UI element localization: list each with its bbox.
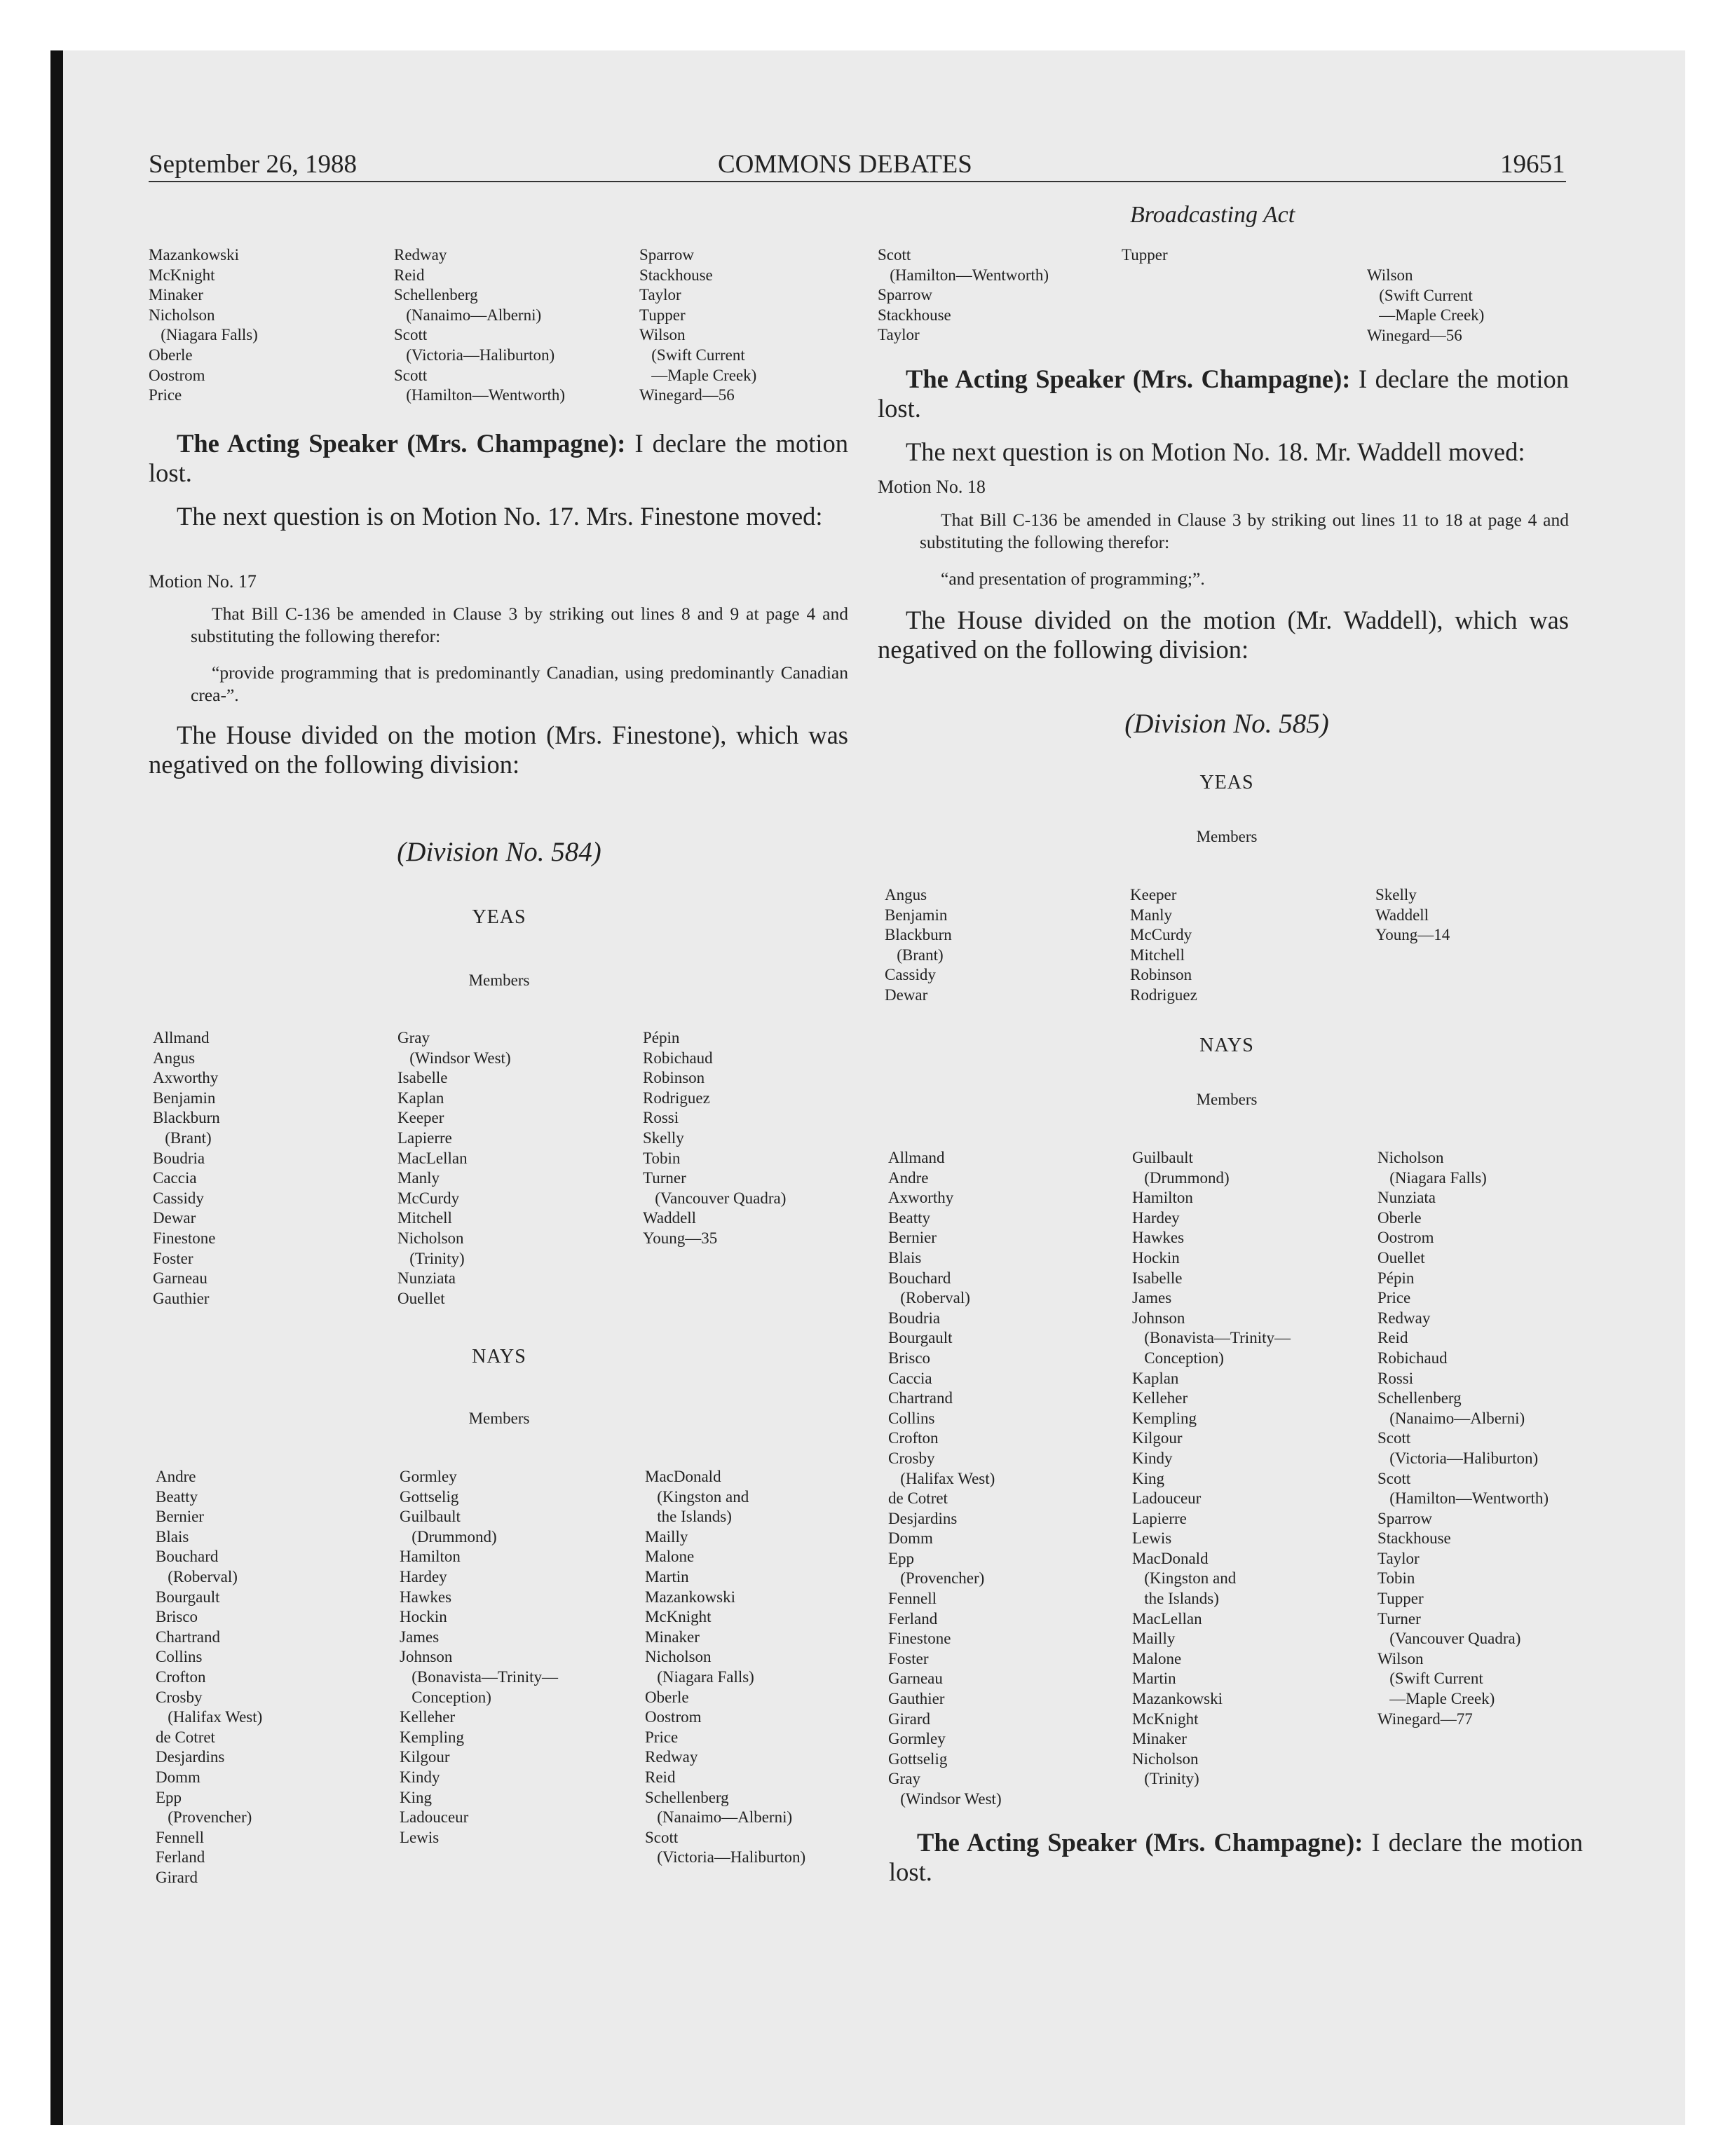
scanned-page	[50, 50, 1685, 2125]
left-carry-col-2: Redway Reid Schellenberg (Nanaimo—Alberni) Scott (Victoria—Haliburton) Scott (Hamilton—Wentworth)	[394, 246, 566, 404]
section-title: Broadcasting Act	[1130, 202, 1295, 228]
right-yeas-members-label: Members	[1196, 828, 1258, 845]
speaker-name: The Acting Speaker (Mrs. Champagne):	[906, 364, 1351, 393]
left-division-intro: The House divided on the motion (Mrs. Finestone), which was negatived on the following division:	[149, 721, 848, 779]
left-motion-quote: “provide programming that is predominantly Canadian, using predominantly Canadian crea-”.	[191, 662, 848, 705]
right-final-speaker-ruling	[889, 1828, 1583, 1887]
right-carry-col-1: Scott (Hamilton—Wentworth) Sparrow Stackhouse Taylor	[878, 246, 1049, 344]
left-nays-members-label: Members	[468, 1410, 530, 1427]
right-motion-label: Motion No. 18	[878, 477, 986, 497]
speaker-text: I declare the motion lost.	[889, 1828, 1583, 1886]
left-yeas-col-3: Pépin Robichaud Robinson Rodriguez Rossi Skelly Tobin Turner (Vancouver Quadra) Waddell Young—35	[643, 1029, 787, 1247]
right-division-number: (Division No. 585)	[1124, 709, 1329, 739]
right-yeas-col-2: Keeper Manly McCurdy Mitchell Robinson Rodriguez	[1130, 886, 1197, 1004]
left-carry-col-3: Sparrow Stackhouse Taylor Tupper Wilson (Swift Current —Maple Creek) Winegard—56	[639, 246, 757, 404]
right-motion-quote: “and presentation of programming;”.	[941, 568, 1205, 589]
left-division-number: (Division No. 584)	[397, 837, 601, 867]
left-speaker-ruling	[149, 429, 848, 488]
right-next-question: The next question is on Motion No. 18. Mr. Waddell moved:	[906, 437, 1525, 466]
left-nays-heading: NAYS	[472, 1346, 526, 1367]
left-nays-col-1: Andre Beatty Bernier Blais Bouchard (Roberval) Bourgault Brisco Chartrand Collins Crofton Crosby (Halifax West) de Cotret Desjardins Domm Epp (Provencher) Fennell Ferland Girard	[156, 1468, 263, 1886]
right-yeas-heading: YEAS	[1199, 772, 1254, 793]
right-speaker-ruling	[878, 364, 1569, 423]
left-motion-text: That Bill C-136 be amended in Clause 3 by striking out lines 8 and 9 at page 4 and substituting the following therefor:	[191, 603, 848, 646]
right-carry-col-3: Wilson (Swift Current —Maple Creek) Winegard—56	[1367, 266, 1485, 344]
right-nays-members-label: Members	[1196, 1091, 1258, 1108]
header-page-number: 19651	[1500, 150, 1565, 179]
header-date: September 26, 1988	[149, 150, 357, 179]
right-motion-text: That Bill C-136 be amended in Clause 3 by striking out lines 11 to 18 at page 4 and substituting the following therefor:	[920, 510, 1569, 552]
right-carry-col-2: Tupper	[1122, 246, 1168, 264]
right-yeas-col-1: Angus Benjamin Blackburn (Brant) Cassidy Dewar	[885, 886, 952, 1004]
header-rule	[149, 181, 1566, 182]
speaker-text: I declare the motion lost.	[149, 429, 848, 487]
left-next-question: The next question is on Motion No. 17. Mrs. Finestone moved:	[177, 502, 823, 531]
left-yeas-heading: YEAS	[472, 906, 526, 928]
speaker-name: The Acting Speaker (Mrs. Champagne):	[917, 1828, 1363, 1857]
left-yeas-col-2: Gray (Windsor West) Isabelle Kaplan Keeper Lapierre MacLellan Manly McCurdy Mitchell Nicholson (Trinity) Nunziata Ouellet	[397, 1029, 511, 1307]
speaker-name: The Acting Speaker (Mrs. Champagne):	[177, 429, 626, 458]
header-title: COMMONS DEBATES	[718, 150, 972, 179]
left-nays-col-2: Gormley Gottselig Guilbault (Drummond) Hamilton Hardey Hawkes Hockin James Johnson (Bonavista—Trinity— Conception) Kelleher Kempling Kilgour Kindy King Ladouceur Lewis	[400, 1468, 558, 1846]
left-carry-col-1: Mazankowski McKnight Minaker Nicholson (Niagara Falls) Oberle Oostrom Price	[149, 246, 258, 404]
speaker-text: I declare the motion lost.	[878, 364, 1569, 423]
right-nays-col-3: Nicholson (Niagara Falls) Nunziata Oberle Oostrom Ouellet Pépin Price Redway Reid Robichaud Rossi Schellenberg (Nanaimo—Alberni) Scott (Victoria—Haliburton) Scott (Hamilton—Wentworth) Sparrow Stackhouse Taylor Tobin Tupper Turner (Vancouver Quadra) Wilson (Swift Current —Maple Creek) Winegard—77	[1377, 1149, 1549, 1728]
right-division-intro: The House divided on the motion (Mr. Waddell), which was negatived on the following division:	[878, 606, 1569, 664]
right-nays-col-1: Allmand Andre Axworthy Beatty Bernier Blais Bouchard (Roberval) Boudria Bourgault Brisco Caccia Chartrand Collins Crofton Crosby (Halifax West) de Cotret Desjardins Domm Epp (Provencher) Fennell Ferland Finestone Foster Garneau Gauthier Girard Gormley Gottselig Gray (Windsor West)	[888, 1149, 1002, 1808]
right-nays-col-2: Guilbault (Drummond) Hamilton Hardey Hawkes Hockin Isabelle James Johnson (Bonavista—Trinity— Conception) Kaplan Kelleher Kempling Kilgour Kindy King Ladouceur Lapierre Lewis MacDonald (Kingston and the Islands) MacLellan Mailly Malone Martin Mazankowski McKnight Minaker Nicholson (Trinity)	[1132, 1149, 1291, 1788]
left-nays-col-3: MacDonald (Kingston and the Islands) Mailly Malone Martin Mazankowski McKnight Minaker Nicholson (Niagara Falls) Oberle Oostrom Price Redway Reid Schellenberg (Nanaimo—Alberni) Scott (Victoria—Haliburton)	[645, 1468, 806, 1867]
right-yeas-col-3: Skelly Waddell Young—14	[1375, 886, 1450, 944]
left-motion-label: Motion No. 17	[149, 571, 257, 592]
left-yeas-members-label: Members	[468, 971, 530, 989]
page-binding-edge	[50, 50, 63, 2125]
left-yeas-col-1: Allmand Angus Axworthy Benjamin Blackburn (Brant) Boudria Caccia Cassidy Dewar Finestone Foster Garneau Gauthier	[153, 1029, 220, 1307]
right-nays-heading: NAYS	[1199, 1035, 1254, 1056]
